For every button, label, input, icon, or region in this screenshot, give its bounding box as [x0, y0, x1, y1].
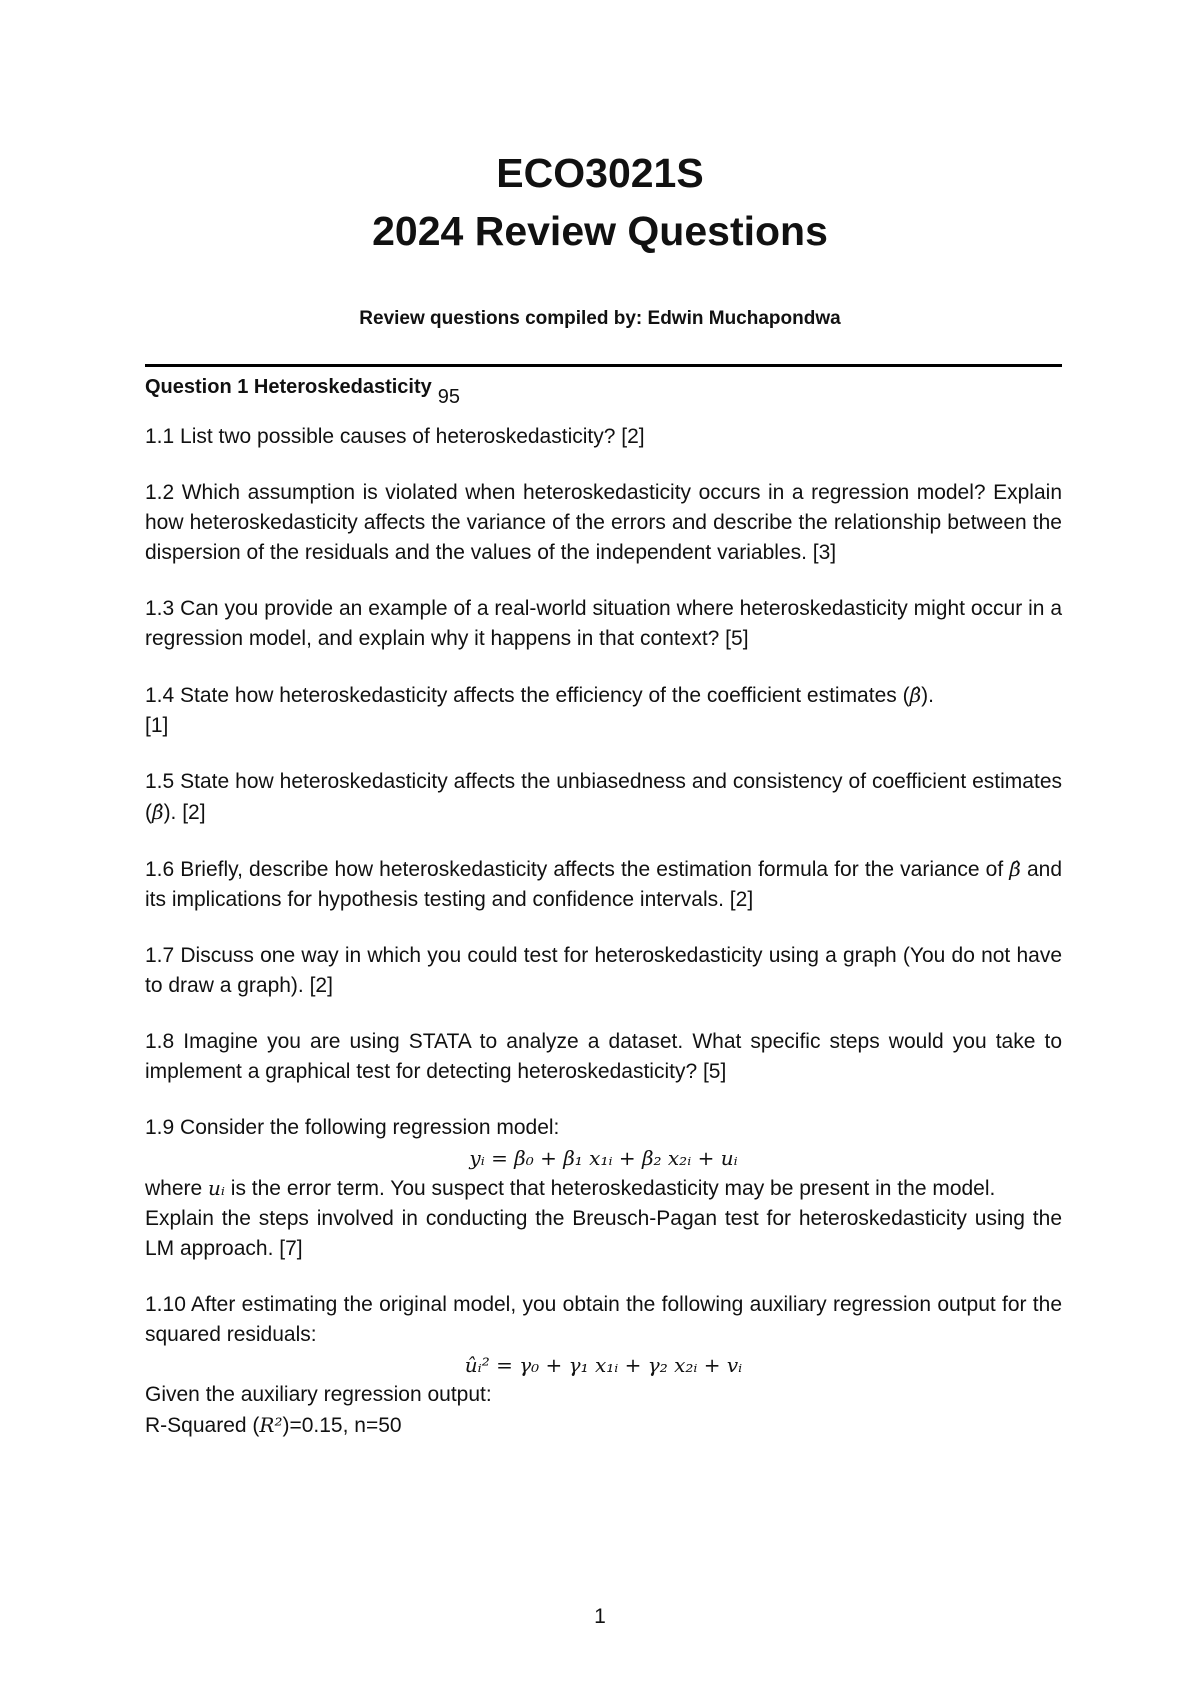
item-1-4	[145, 680, 1062, 741]
item-1-9	[145, 1113, 1062, 1264]
item-1-6-rest: and its implications for hypothesis testing and confidence intervals. [2]	[145, 858, 1062, 911]
question-heading	[145, 372, 1062, 408]
compiled-by-line: Review questions compiled by: Edwin Muchapondwa	[359, 308, 841, 329]
rsquared-label: R-Squared (	[145, 1414, 260, 1437]
item-1-1: 1.1 List two possible causes of heteroskedasticity? [2]	[145, 425, 645, 448]
item-1-9-error-note	[145, 1173, 1062, 1204]
regression-equation: yᵢ = β₀ + β₁ x₁ᵢ + β₂ x₂ᵢ + uᵢ	[469, 1146, 738, 1170]
rsquared-symbol: R²	[259, 1413, 283, 1437]
item-1-10-intro: 1.10 After estimating the original model, you obtain the following auxiliary regression output for the squared residuals:	[145, 1293, 1062, 1346]
header-divider	[145, 364, 1062, 367]
item-1-9-explain: Explain the steps involved in conducting the Breusch-Pagan test for heteroskedasticity using the LM approach. [7]	[145, 1207, 1062, 1260]
item-1-10-given: Given the auxiliary regression output:	[145, 1383, 492, 1406]
item-1-2: 1.2 Which assumption is violated when heteroskedasticity occurs in a regression model? Explain how heteroskedasticity affects the variance of the errors and describe the relationship between the dispersion of the residuals and the values of the independent variables. [3]	[145, 481, 1062, 564]
rsquared-value: )=0.15, n=50	[282, 1414, 402, 1437]
error-term-symbol: uᵢ	[208, 1176, 225, 1200]
item-1-8: 1.8 Imagine you are using STATA to analyze a dataset. What specific steps would you take to implement a graphical test for detecting heteroskedasticity? [5]	[145, 1030, 1062, 1083]
document-title: 2024 Review Questions	[372, 208, 828, 254]
beta-hat-symbol: β̂	[1009, 857, 1021, 881]
item-1-4-close: ).	[921, 684, 934, 707]
score-annotation: 95	[437, 386, 461, 408]
question-body	[145, 372, 1062, 1441]
error-term-text: is the error term. You suspect that heteroskedasticity may be present in the model.	[230, 1177, 996, 1200]
item-1-9-intro: 1.9 Consider the following regression model:	[145, 1116, 560, 1139]
item-1-4-marks: [1]	[145, 714, 169, 737]
page-number: 1	[594, 1605, 606, 1628]
item-1-5-marks: ). [2]	[163, 801, 206, 824]
where-word: where	[145, 1177, 203, 1200]
item-1-10-rsquared	[145, 1410, 1062, 1441]
item-1-3: 1.3 Can you provide an example of a real-world situation where heteroskedasticity might occur in a regression model, and explain why it happens in that context? [5]	[145, 597, 1062, 650]
item-1-6-text: 1.6 Briefly, describe how heteroskedasticity affects the estimation formula for the variance of	[145, 858, 1010, 881]
item-1-7: 1.7 Discuss one way in which you could test for heteroskedasticity using a graph (You do not have to draw a graph). [2]	[145, 944, 1062, 997]
question-title: Question 1 Heteroskedasticity	[145, 376, 432, 398]
course-code: ECO3021S	[496, 150, 704, 196]
beta-hat-symbol: β̂	[909, 683, 922, 707]
item-1-6	[145, 854, 1062, 915]
auxiliary-equation: ûᵢ² = γ₀ + γ₁ x₁ᵢ + γ₂ x₂ᵢ + vᵢ	[464, 1353, 743, 1377]
beta-hat-symbol: β̂	[152, 800, 164, 824]
item-1-5	[145, 767, 1062, 828]
item-1-4-text: 1.4 State how heteroskedasticity affects the efficiency of the coefficient estimates (	[145, 684, 910, 707]
item-1-10	[145, 1290, 1062, 1441]
item-1-5-text: 1.5 State how heteroskedasticity affects the unbiasedness and consistency of coefficient estimates (	[145, 770, 1062, 824]
